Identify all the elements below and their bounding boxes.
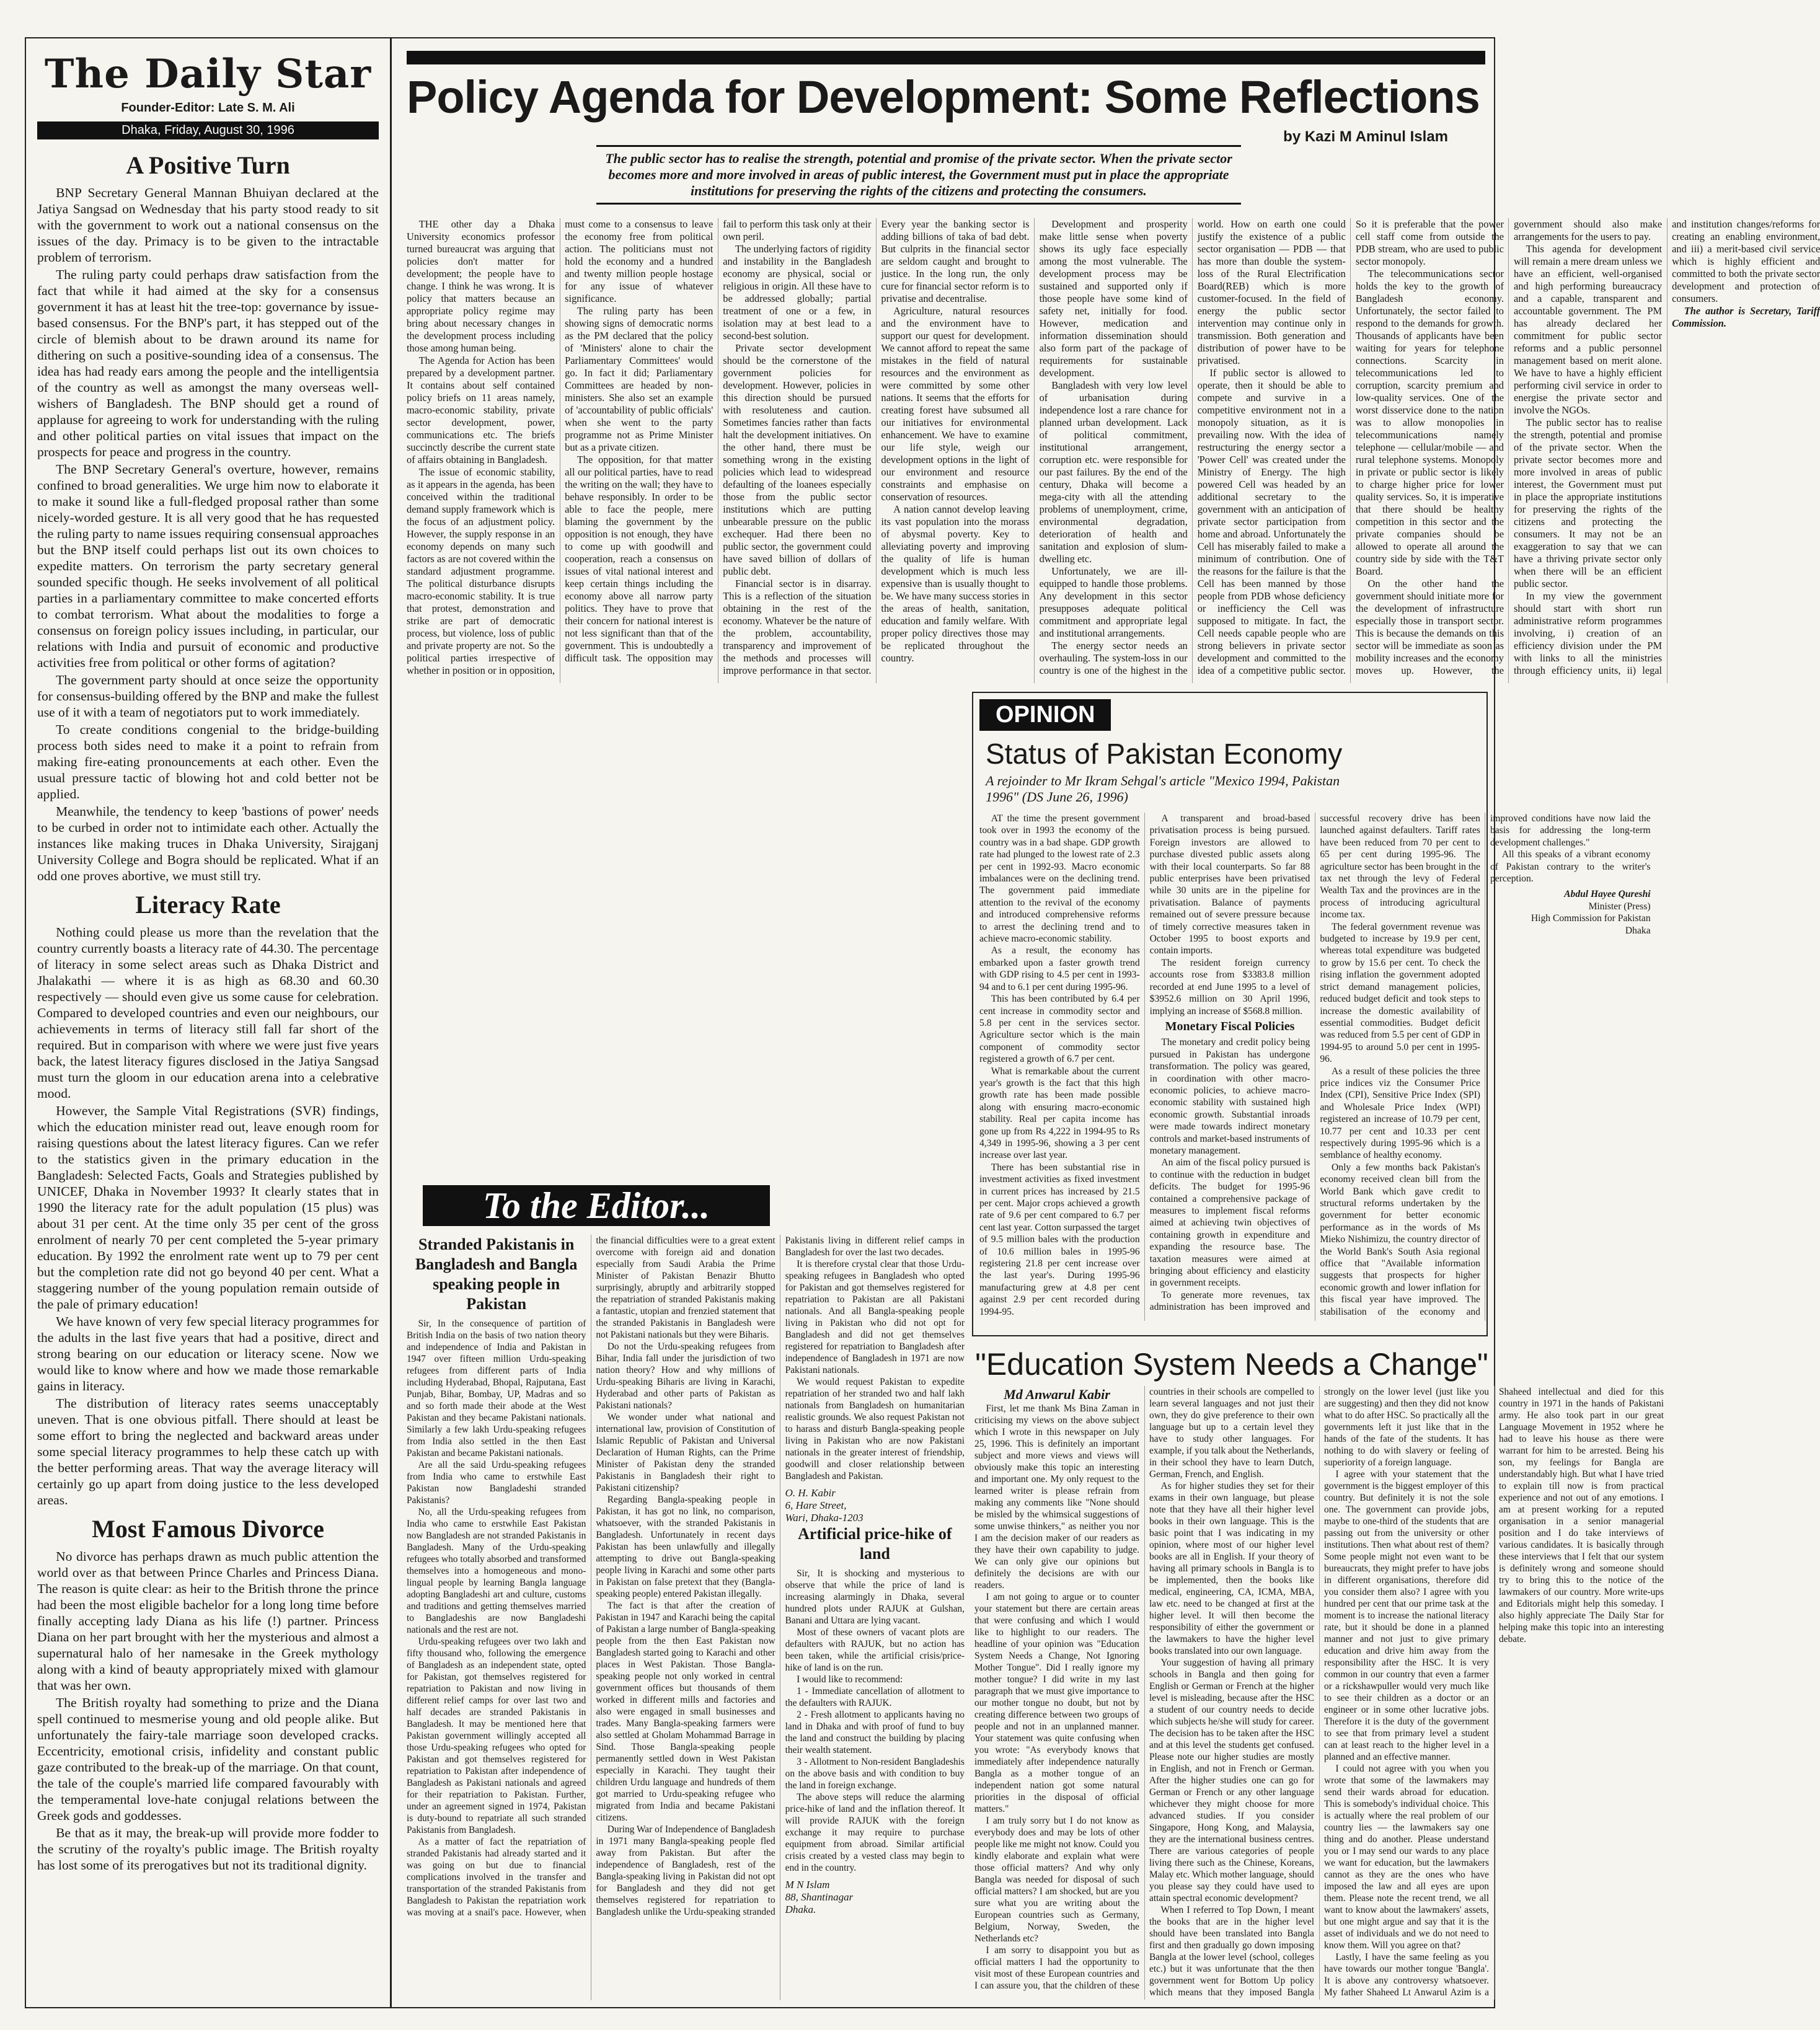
opinion-paragraph: An aim of the fiscal policy pursued is to continue with the reduction in budget deficits. The budget for 1995-96 contained a comprehensive package of measures to implement fiscal reforms aimed at achieving twin objectives of containing growth in expenditure and expanding the resource base. The taxation measures were aimed at bringing about efficiency and elasticity in government receipts.	[1149, 1157, 1310, 1289]
editorial-paragraph: We have known of very few special literacy programmes for the adults in the last five years that had a positive, direct and strong bearing on our education or literacy scene. Now we would like to know where and how we made those remarkable gains in literacy.	[37, 1314, 379, 1393]
feature-paragraph: The public sector has to realise the strength, potential and promise of the private sector. When the private sector becomes more and more involved in areas of public interest, the Government must put in place the appropriate institutions for preserving the rights of the citizens and protecting the consumers. It may not be an exaggeration to say that we can have a thriving private sector only when there will be an efficient public sector.	[1513, 417, 1663, 589]
editorial-paragraph: BNP Secretary General Mannan Bhuiyan declared at the Jatiya Sangsad on Wednesday that his party stood ready to sit with the government to work out a national consensus on the issues of the day. Primacy is to be given to the intractable problem of terrorism.	[37, 185, 379, 265]
education-paragraph: I could not agree with you when you wrote that some of the lawmakers may send their wards abroad for education. This is somebody's individual choice. This is actually where the real problem of our country lies — the lawmakers say one thing and do another. Please understand you or I may send our wards to any place we want for education, but the lawmakers cannot as they are the ones who have imposed the law and all eyes are upon them. Please note the recent trend, we all want to know about the lawmakers' assets, but one might argue and say that it is the asset of individuals and we do not need to know them. Will you agree on that?	[1324, 1763, 1489, 1951]
letter-paragraph: We would request Pakistan to expedite repatriation of her stranded two and half lakh nationals from Bangladesh on humanitarian realistic grounds. We also request Pakistan not to harass and disturb Bangla-speaking people living in Pakistan who are now Pakistani nationals in the greater interest of friendship, goodwill and closer relationship between Bangladesh and Pakistan.	[785, 1377, 965, 1481]
feature-paragraph: THE other day a Dhaka University economics professor turned bureaucrat was arguing that policies don't matter for development; the people have to change. I think he was wrong. It is policy that matters because an appropriate policy regime may bring about necessary changes in the development process including those among human being.	[407, 218, 555, 354]
editorials	[37, 151, 379, 1873]
letter-paragraph: We wonder under what national and international law, provision of Constitution of Islamic Republic of Pakistan and Universal Declaration of Human Rights, can the Prime Minister of Pakistan deny the stranded Pakistanis in Bangladesh their right to Pakistani citizenship?	[596, 1412, 775, 1493]
feature-headline: Policy Agenda for Development: Some Reflections	[407, 71, 1480, 123]
editorial-paragraph: However, the Sample Vital Registrations (SVR) findings, which the education minister read out, leave enough room for raising questions about the latest literacy figures. Can we refer to the statistics given in the primary education in the Bangladesh: Selected Facts, Goals and Strategies published by UNICEF, Dhaka in November 1993? It clearly states that in 1990 the literacy rate for the adult population (15 plus) was about 31 per cent. At the time only 35 per cent of the gross enrolment of nearly 70 per cent completed the 5-year primary education. By 1992 the enrolment rate went up to 79 per cent but the completion rate did not go beyond 40 per cent. What a staggering number of the young population remain outside of the pale of primary education!	[37, 1103, 379, 1312]
letter-paragraph: Sir, It is shocking and mysterious to observe that while the price of land is increasing alarmingly in Dhaka, several hundred plots under RAJUK at Gulshan, Banani and Uttara are lying vacant.	[785, 1568, 965, 1626]
opinion-subtitle: A rejoinder to Mr Ikram Sehgal's article "Mexico 1994, Pakistan 1996" (DS June 26, 1996)	[986, 773, 1340, 805]
education-paragraph: Lastly, I have the same feeling as you have towards our mother tongue 'Bangla'. It is above any controversy whatsoever. My father Shaheed Lt Anwarul Azim is a Shaheed intellectual and died for this country in 1971 in the hands of Pakistani army. He also took part in our great Language Movement in 1952 where he had to leave his house as there were warrant for him to be arrested. Being his son, my feelings for Bangla are understandably high. But what I have tried to explain till now is from practical experience and not out of any emotions. I am at present working for a reputed organisation in a senior managerial position and I do take interviews of various candidates. It is basically through these interviews that I felt that our system is definitely wrong and someone should try to bring this to the notice of the lawmakers of our country. More write-ups and Editorials might help this someday. I also highly appreciate The Daily Star for helping make this topic into an interesting debate.	[1324, 1387, 1664, 1998]
opinion-title: Status of Pakistan Economy	[986, 738, 1343, 770]
letter-paragraph: I would like to recommend:	[797, 1674, 903, 1685]
feature-paragraph: If public sector is allowed to operate, then it should be able to compete and survive in a competitive environment not in a monopoly situation, as it is prevailing now. With the idea of restructuring the energy sector a 'Power Cell' was created under the Ministry of Energy. The high powered Cell was headed by an additional secretary to the government with an anticipation of private sector participation from home and abroad. Unfortunately the Cell has miserably failed to make a minimum of contribution. One of the reasons for the failure is that the Cell has been manned by those people from PDB whose deficiency or inefficiency the Cell was supposed to mitigate. In fact, the Cell needs capable people who are strong believers in private sector development and committed to the idea of a competitive public sector. So it is preferable that the power cell staff come from outside the PDB stream, who are used to public sector monopoly.	[1197, 218, 1504, 676]
education-paragraph: I am truly sorry but I do not know as everybody does and may be lots of other people like me might not know. Could you kindly elaborate and explain what were those official matters? And why only Bangla was needed for disposal of such official matters? I am shocked, but are you sure what you are writing about the European countries such as Germany, Belgium, Norway, Sweden, the Netherlands etc?	[974, 1816, 1139, 1944]
feature-paragraph: The energy sector needs an overhauling. The system-loss in our country is one of the highest in the world. How on earth one could justify the existence of a public sector organisation — PDB — that has more than double the system-loss of the Rural Electrification Board(REB) which is more customer-focused. In the field of energy the public sector intervention may continue only in transmission. Both generation and distribution of power have to be privatised.	[1039, 218, 1346, 676]
feature-paragraph: Private sector development should be the cornerstone of the government policies for development. However, policies in this direction should be pursued with resoluteness and caution. Sometimes fancies rather than facts halt the development initiatives. On the other hand, there must be something wrong in the existing policies which lead to widespread defaulting of the loanees especially those from the public sector institutions which are putting unbearable pressure on the public exchequer. Had there been no public sector, the government could have saved billion of dollars of public debt.	[723, 342, 872, 577]
opinion-paragraph: As a result, the economy has embarked upon a faster growth trend with GDP rising to 4.5 per cent in 1993-94 and to 6.1 per cent during 1995-96.	[979, 945, 1140, 992]
letters-body	[407, 1235, 965, 2000]
feature-paragraph: The ruling party has been showing signs of democratic norms as the PM declared that the policy of 'Ministers' alone to chair the Parliamentary Committees' would go. In fact it did; Parliamentary Committees are headed by non-ministers. She also set an example of 'accountability of public officials' when she went to the party programme not as Prime Minister but as a private citizen.	[565, 305, 713, 453]
education-paragraph: Your suggestion of having all primary schools in Bangla and then going for English or German or French at the higher level is misleading, because after the HSC a student of our country needs to decide which subjects he/she will study for career. The decision has to be taken after the HSC and at this level the students get confused. Please note our higher studies are mostly in English, and not in French or German. After the higher studies one can go for German or French or any other language whichever they might choose for more advanced studies. If you consider Singapore, Hong Kong, and Malaysia, they are the international business centres. There are various categories of people living there such as the Chinese, Koreans, Malay etc. Which mother language, should you please say they could have used to attain spectral economic development?	[1149, 1657, 1314, 1904]
feature-byline: by Kazi M Aminul Islam	[1283, 128, 1448, 145]
letter-paragraph: During War of Independence of Bangladesh in 1971 many Bangla-speaking people fled away from Pakistan. But after the independence of Bangladesh, rest of the Bangla-speaking living in Pakistan did not opt for Bangladesh and they did not get themselves registered for repatriation to Bangladesh unlike the Urdu-speaking stranded Pakistanis living in different relief camps in Bangladesh for over the last two decades.	[596, 1235, 965, 1917]
feature-paragraph: The underlying factors of rigidity and instability in the Bangladesh economy are physical, social or religious in origin. All these have to be addressed globally; partial treatment of one or a few, in isolation may at best lead to a second-best solution.	[723, 243, 872, 342]
feature-paragraph: The opposition, for that matter all our political parties, have to read the writing on the wall; they have to behave responsibly. In order to be able to face the people, mere blaming the government by the opposition is not enough, they have to come up with goodwill and cooperation, reach a consensus on issues of vital national interest and keep certain things including the economy above all narrow party politics. They have to prove that their concern for national interest is not less significant than that of the government. This is undoubtedly a difficult task. The opposition may fail to perform this task only at their own peril.	[565, 218, 872, 664]
letter-paragraph: Do not the Urdu-speaking refugees from Bihar, India fall under the jurisdiction of two nation theory? How and why millions of Urdu-speaking Biharis are living in Karachi, Hyderabad and other parts of Pakistan as Pakistani nationals?	[596, 1341, 775, 1411]
letter-paragraph: The above steps will reduce the alarming price-hike of land and the inflation thereof. It will provide RAJUK with the foreign exchange it may require to purchase equipment from abroad. Similar artificial crisis created by a vested class may begin to end in the country.	[785, 1792, 965, 1873]
opinion-signoff-city: Dhaka	[1625, 925, 1651, 936]
editorial-column	[26, 38, 392, 2007]
editorial-paragraph: The BNP Secretary General's overture, however, remains confined to broad generalities. We urge him now to elaborate it to make it sound like a full-fledged proposal rather than some nicely-worded gesture. It is all very good that he has requested the ruling party to name issues requiring consensual approaches but the BNP itself could perhaps list out its own choices to expedite matters. On terrorism the party secretary general sounded specific though. He seeks involvement of all political parties in a parliamentary committee to make concerted efforts to combat terrorism. What about the modalities to forge a consensus on foreign policy issues including, in particular, our relations with India and pursuit of economic and productive activities free from political or other forms of agitation?	[37, 462, 379, 670]
editorial-paragraph: Nothing could please us more than the revelation that the country currently boasts a literacy rate of 44.30. The percentage of literacy in some select areas such as Dhaka District and Jhalakathi — where it is as high as 68.30 and 60.30 respectively — should even give us some cause for celebration. Compared to developed countries and even our neighbours, our achievements in terms of literacy still fall far short of the required. But in comparison with where we were just five years back, the latest literacy figures disclosed in the Jatiya Sangsad must turn the gloom in our education arena into a celebrative mood.	[37, 925, 379, 1101]
letter-paragraph: The fact is that after the creation of Pakistan in 1947 and Karachi being the capital of Pakistan a large number of Bangla-speaking people from the then East Pakistan now Bangladesh started going to Karachi and other places in West Pakistan. Those Bangla-speaking people not only worked in central government offices but thousands of them worked in different mills and factories and also were engaged in small businesses and trades. Many Bangla-speaking farmers were also settled at Gholam Mohammad Barrage in Sind. Those Bangla-speaking people permanently settled down in West Pakistan especially in Karachi. They taught their children Urdu language and hundreds of them got married to Urdu-speaking refugee who migrated from India and became Pakistani citizens.	[596, 1600, 775, 1823]
opinion-signoff-org: High Commission for Pakistan	[1531, 913, 1651, 924]
letter-paragraph: 1 - Immediate cancellation of allotment to the defaulters with RAJUK.	[785, 1686, 965, 1708]
letter-paragraph: Most of these owners of vacant plots are defaulters with RAJUK, but no action has been taken, while the artificial crisis/price-hike of land is on the run.	[785, 1627, 965, 1673]
feature-paragraph: Financial sector is in disarray. This is a reflection of the situation obtaining in the rest of the economy. Whatever be the nature of the problem, accountability, transparency and improvement of the methods and processes will improve performance in that sector. Every year the banking sector is adding billions of taka of bad debt. But culprits in the financial sector are seldom caught and brought to justice. In the long run, the only cure for financial sector reform is to privatise and decentralise.	[723, 218, 1030, 676]
letter-title: Stranded Pakistanis in Bangladesh and Bangla speaking people in Pakistan	[415, 1235, 578, 1313]
opinion-paragraph: A transparent and broad-based privatisation process is being pursued. Foreign investors are allowed to purchase divested public assets along with their local counterparts. So far 88 public enterprises have been privatised while 30 units are in the pipeline for privatisation. Balance of payments remained out of severe pressure because of timely corrective measures taken in October 1995 to boost exports and contain imports.	[1149, 813, 1310, 956]
letter-signature-line: Wari, Dhaka-1203	[785, 1512, 864, 1524]
feature-paragraph: Bangladesh with very low level of urbanisation during independence lost a rare chance for planned urban development. Lack of political commitment, institutional arrangement, corruption etc. were responsible for our past failures. By the end of the century, Dhaka will become a mega-city with all the attending problems of unemployment, crime, environmental degradation, deterioration of health and sanitation and explosion of slum-dwelling etc.	[1039, 379, 1188, 565]
dateline: Dhaka, Friday, August 30, 1996	[37, 121, 379, 139]
opinion-paragraph: As a result of these policies the three price indices viz the Consumer Price Index (CPI), Sensitive Price Index (SPI) and Wholesale Price Index (WPI) registered an increase of 10.79 per cent, 10.77 per cent and 10.33 per cent respectively during 1995-96 which is a semblance of healthy economy.	[1320, 1066, 1480, 1161]
editorial-paragraph: The ruling party could perhaps draw satisfaction from the fact that while it had aimed at the sky for a consensus government it has at least hit the tree-top: governance by issue-based consensus. For the BNP's part, it has stepped out of the circle of blemish about to be drawn around its name for dithering on such a positive-sounding idea of a consensus. The idea has had ready ears among the people and the intelligentsia of the country as well as amongst the many overseas well-wishers of Bangladesh. The BNP should get a round of applause for agreeing to work for understanding with the ruling and other political parties on vital issues that impact on the prospects for peace and progress in the country.	[37, 267, 379, 459]
feature-paragraph: A nation cannot develop leaving its vast population into the morass of abysmal poverty. Key to alleviating poverty and improving the quality of life is human development which is much less expensive than is usually thought to be. We have many success stories in the areas of health, sanitation, education and family welfare. With proper policy directives those may be replicated throughout the country.	[881, 503, 1030, 664]
founder-line: Founder-Editor: Late S. M. Ali	[121, 101, 295, 115]
opinion-signoff-title: Minister (Press)	[1588, 901, 1651, 912]
feature-paragraph: The telecommunications sector holds the key to the growth of Bangladesh economy. Unfortunately, the sector failed to respond to the demands for growth. Thousands of applicants have been waiting for years for telephone connections. Scarcity in telecommunications led to corruption, scarcity premium and low-quality services. One of the worst disservice done to the nation was to allow monopolies in telecommunications namely telephone — cellular/mobile — and rural telephone systems. Monopoly in private or public sector is likely to charge higher price for lower quality services. So, it is imperative that there should be healthy competition in this sector and the private companies should be allowed to operate all around the country side by side with the T&T Board.	[1355, 268, 1504, 577]
op-ed-area	[398, 38, 1820, 2007]
editorial-paragraph: The British royalty had something to prize and the Diana spell continued to mesmerise young and old people alike. But unfortunately the fairy-tale marriage soon developed cracks. Eccentricity, emotional crisis, infidelity and constant public gaze contributed to the break-up of the marriage. On that count, the tale of the couple's married life compared favourably with the temperamental love-hate conjugal relations between the Greek gods and goddesses.	[37, 1695, 379, 1823]
letter-paragraph: Urdu-speaking refugees over two lakh and fifty thousand who, following the emergence of Bangladesh as an independent state, opted for Pakistan, got themselves registered for repatriation to Pakistan and now living in different relief camps for over last two and half decades are stranded Pakistanis in Bangladesh. It may be mentioned here that Pakistan government willingly accepted all those Urdu-speaking refugees who opted for Pakistan and got themselves registered for repatriation to Pakistan after independence of Bangladesh as Pakistani nationals and agreed for their repatriation to Pakistan. Further, under an agreement signed in 1974, Pakistan is duty-bound to repatriate all such stranded Pakistanis from Bangladesh.	[407, 1636, 586, 1835]
feature-paragraph: The issue of economic stability, as it appears in the agenda, has been conceived within the traditional demand supply framework which is the focus of an adjustment policy. However, the supply response in an economy depends on many such factors as are not covered within the standard adjustment programme. The political disturbance disrupts macro-economic stability. It is true that protest, demonstration and strike are part of democratic process, but violence, loss of public and private property are not. So the political parties irrespective of whether in position or in opposition, must come to a consensus to leave the economy free from political action. The politicians must not hold the economy and a hundred and twenty million people hostage for any issue of whatever significance.	[407, 218, 713, 676]
feature-paragraph: The Agenda for Action has been prepared by a development partner. It contains about self contained policy briefs on 11 areas namely, macro-economic stability, private sector development, power, communications etc. The briefs succinctly describe the current state of affairs obtaining in Bangladesh.	[407, 355, 555, 466]
letter-paragraph: It is therefore crystal clear that those Urdu-speaking refugees in Bangladesh who opted for Pakistan and got themselves registered for repatriation to Pakistan are all Pakistani nationals. And all Bangla-speaking people living in Pakistan who did not opt for Bangladesh and did not get themselves registered for repatriation to Bangladesh after independence of Bangladesh in 1971 are now Pakistani nationals.	[785, 1259, 965, 1375]
opinion-box	[972, 692, 1651, 1336]
letter-signature	[785, 1879, 965, 1916]
opinion-paragraph: To generate more revenues, tax administration has been improved and successful recovery drive has been launched against defaulters. Tariff rates have been reduced from 70 per cent to 65 per cent during 1995-96. The agriculture sector has been brought in the tax net through the levy of Federal Wealth Tax and the provinces are in the process of introducing agricultural income tax.	[1149, 813, 1480, 1313]
feature-body	[407, 218, 1820, 683]
opinion-signoff-name: Abdul Hayee Qureshi	[1564, 889, 1651, 900]
opinion-body	[979, 813, 1651, 1321]
letter-signature-line: Dhaka.	[785, 1904, 816, 1915]
feature-paragraph: On the other hand the government should initiate more for the development of infrastructure especially those in transport sector. This is because the demands on this sector will be immediate as soon as mobility increases and the economy moves up. However, the government should also make arrangements for the users to pay.	[1355, 218, 1663, 676]
opinion-paragraph: What is remarkable about the current year's growth is the fact that this high growth rate has been made possible along with ensuring macro-economic stability. Real per capita income has gone up from Rs 4,222 in 1994-95 to Rs 4,349 in 1995-96, showing a 3 per cent increase over last year.	[979, 1066, 1140, 1161]
feature-deck: The public sector has to realise the strength, potential and promise of the private sector. When the private sector becomes more and more involved in areas of public interest, the Government must put in place the appropriate institutions for preserving the rights of the citizens and protecting the consumers.	[596, 145, 1241, 205]
masthead-title: The Daily Star	[44, 51, 372, 97]
letter-signature-line: 6, Hare Street,	[785, 1499, 847, 1511]
letter-paragraph: Regarding Bangla-speaking people in Pakistan, it has got no link, no comparison, whatsoever, with the stranded Pakistanis in Bangladesh. Unfortunately in recent days Pakistan has been unlawfully and illegally attempting to drive out Bangla-speaking people living in Karachi and some other parts in Pakistan on false pretext that they (Bangla-speaking people) entered Pakistan illegally.	[596, 1494, 775, 1599]
education-paragraph: First, let me thank Ms Bina Zaman in criticising my views on the above subject which I wrote in this newspaper on July 25, 1996. This is definitely an important subject and more views and views will obviously make this topic an interesting and important one. My only request to the learned writer is please refrain from making any comments like "None should be misled by the whimsical suggestions of some unwise thinkers," as neither you nor I am the decision maker of our readers as they have their own capability to judge. We can only give our opinions but definitely the decisions are with our readers.	[974, 1403, 1139, 1591]
education-paragraph: I agree with your statement that the government is the biggest employer of this country. But definitely it is not the sole one. The government can provide jobs, maybe to one-third of the students that are passing out from the university or other institutions. Then what about rest of them? Some people might not even want to be bureaucrats, they might prefer to have jobs in different organisations, therefore did you consider them also? I agree with you hundred per cent that our prime task at the moment is to increase the national literacy rate, but it should be done in a planned manner and not just to give primary education and drive him away from the responsibility after the HSC. It is very common in our country that even a farmer or a rickshawpuller would very much like to see their children as a doctor or an engineer or in some other lucrative jobs. Therefore it is the duty of the government to see that from primary level a student can at least reach to the higher level in a planned and an effective manner.	[1324, 1469, 1489, 1762]
opinion-paragraph: There has been substantial rise in investment activities as fixed investment in current prices has increased by 21.5 per cent. Major crops achieved a growth rate of 9.6 per cent compared to 6.7 per cent last year. Cotton surpassed the target of 9.5 million bales with the production of 10.6 million bales in 1995-96 registering 21.8 per cent increase over the last year's. During 1995-96 manufacturing grew at 4.8 per cent against 2.9 per cent recorded during 1994-95.	[979, 1162, 1140, 1317]
newspaper-page	[25, 37, 1820, 2008]
opinion-paragraph: This has been contributed by 6.4 per cent increase in commodity sector and 5.8 per cent in the services sector. Agriculture sector which is the main component of commodity sector registered a growth of 6.7 per cent.	[979, 994, 1140, 1065]
letter-signature-line: O. H. Kabir	[785, 1487, 836, 1499]
letters-banner: To the Editor...	[423, 1185, 770, 1226]
opinion-paragraph: The resident foreign currency accounts rose from $3383.8 million recorded at end June 1995 to a level of $3952.6 million on 30 April 1996, implying an increase of $568.8 million.	[1149, 957, 1310, 1017]
education-paragraph: I am not going to argue or to counter your statement but there are certain areas that were confusing and which I would like to highlight to our readers. The headline of your opinion was "Education System Needs a Change, Not Ignoring Mother Tongue". Did I really ignore my mother tongue? I did write in my last paragraph that we must give importance to our mother tongue no doubt, but not by creating difference between two groups of people and not in an unplanned manner. Your statement was quite confusing when you wrote: "As everybody knows that immediately after independence naturally Bangla as a mother tongue of an independent nation got some natural priorities in the disposal of official matters."	[974, 1592, 1139, 1814]
editorial-paragraph: Meanwhile, the tendency to keep 'bastions of power' needs to be curbed in order not to intimidate each other. Actually the instances like making truces in Dhaka University, Sirajganj University College and Bogra should be replicated. What if an odd one proves abortive, we must still try.	[37, 804, 379, 883]
letter-signature-line: 88, Shantinagar	[785, 1891, 854, 1903]
opinion-subhead: Monetary Fiscal Policies	[1165, 1019, 1295, 1033]
top-rule	[407, 51, 1485, 64]
opinion-paragraph: Only a few months back Pakistan's economy received clean bill from the World Bank which gave credit to structural reforms undertaken by the government for better economic performance as in the words of Ms Mieko Nishimizu, the country director of the World Bank's South Asia regional office that "Available information suggests that prospects for higher economic growth and lower inflation for this fiscal year have improved. The stabilisation of the economy and improved conditions have now laid the basis for addressing the long-term development challenges."	[1320, 813, 1651, 1317]
editorial-paragraph: Be that as it may, the break-up will provide more fodder to the scrutiny of the royalty's public image. The British royalty has lost some of its prerogatives but not its traditional dignity.	[37, 1825, 379, 1873]
editorial-paragraph: To create conditions congenial to the bridge-building process both sides need to make it a point to refrain from making fire-eating pronouncements at each other. Even the usual pressure tactic of blowing hot and cold better not be applied.	[37, 722, 379, 801]
editorial-title: Literacy Rate	[135, 891, 281, 919]
letter-signature	[785, 1487, 965, 1524]
opinion-paragraph: The monetary and credit policy being pursued in Pakistan has undergone transformation. The policy was geared, in coordination with other macro-economic policies, to achieve macro-economic stability with sustained high economic growth. Substantial inroads were made towards indirect monetary controls and market-based instruments of monetary management.	[1149, 1037, 1310, 1156]
letter-paragraph: Are all the said Urdu-speaking refugees from India who came to erstwhile East Pakistan now Bangladeshi stranded Pakistanis?	[407, 1460, 586, 1506]
editorial-text	[37, 1548, 379, 1873]
feature-paragraph: Unfortunately, we are ill-equipped to handle those problems. Any development in this sector presupposes adequate political commitment and appropriate legal and institutional arrangements.	[1039, 565, 1188, 639]
editorial-title: A Positive Turn	[126, 151, 290, 179]
editorial-paragraph: The distribution of literacy rates seems unacceptably uneven. That is one obvious pitfall. There should at least be some effort to bring the neglected and backward areas under some special literacy programmes to help these catch up with the better performing areas. That way the average literacy will certainly go up apart from doing justice to the less developed areas.	[37, 1396, 379, 1507]
education-author: Md Anwarul Kabir	[1004, 1387, 1110, 1402]
letter-paragraph: 3 - Allotment to Non-resident Bangladeshis on the above basis and with condition to buy the land in foreign exchange.	[785, 1757, 965, 1791]
feature-paragraph: Development and prosperity make little sense when poverty shows its ugly face especially among the most vulnerable. The development process may be sustained and supported only if those people have some kind of safety net, initially for food. However, medication and information dissemination should also form part of the package of requirements for sustainable development.	[1039, 218, 1188, 379]
feature-paragraph: In my view the government should start with short run administrative reform programmes involving, i) creation of an efficiency division under the PM with links to all the ministries through efficiency units, ii) legal and institution changes/reforms for creating an enabling environment, and iii) a merit-based civil service which is highly efficient and committed to both the private sector development and protection of consumers.	[1513, 218, 1820, 676]
education-title: "Education System Needs a Change"	[975, 1347, 1488, 1382]
feature-paragraph: This agenda for development will remain a mere dream unless we have an efficient, well-organised and high performing bureaucracy and a capable, transparent and accountable government. The PM has already declared her commitment for public sector reforms and a public personnel management based on merit alone. We have to have a highly efficient performing civil service in order to energise the private sector and involve the NGOs.	[1513, 243, 1663, 416]
editorial-text	[37, 924, 379, 1508]
opinion-paragraph: All this speaks of a vibrant economy of Pakistan contrary to the writer's perception.	[1490, 849, 1651, 885]
feature-paragraph: Agriculture, natural resources and the environment have to support our quest for development. We cannot afford to repeat the same mistakes in the field of natural resources and the environment as were committed by some other nations. It seems that the efforts for creating forest have subsumed all our initiatives for environmental enhancement. We have to examine our life style, weigh our development options in the light of our environment and resource constraints and emphasise on conservation of resources.	[881, 305, 1030, 503]
education-body	[974, 1386, 1664, 2000]
opinion-paragraph: The federal government revenue was budgeted to increase by 19.9 per cent, whereas total expenditure was budgeted to grow by 15.6 per cent. To check the rising inflation the government adopted strict demand management policies, reduced budget deficit and took steps to increase the domestic availability of essential commodities. Budget deficit was reduced from 5.5 per cent of GDP in 1994-95 to around 5.0 per cent in 1995-96.	[1320, 921, 1480, 1065]
letter-paragraph: Sir, In the consequence of partition of British India on the basis of two nation theory and independence of India and Pakistan in 1947 over fifteen million Urdu-speaking refugees from different parts of India including Hyderabad, Bhopal, Rajputana, East Punjab, Bihar, Bombay, UP, Madras and so and so forth made their abode at the West Pakistan and they became Pakistani nationals. Similarly a few lakh Urdu-speaking refugees from India also settled in the then East Pakistan and became Pakistani nationals.	[407, 1318, 586, 1459]
editorial-paragraph: No divorce has perhaps drawn as much public attention the world over as that between Prince Charles and Princess Diana. The reason is quite clear: as heir to the British throne the prince had been the most eligible bachelor for a long long time before finally accepting lady Diana as his life (!) partner. Princess Diana on her part brought with her the mysterious and almost a supernatural halo of her namesake in the Greek mythology along with a kind of beauty appropriately mixed with glamour that was her own.	[37, 1549, 379, 1693]
letter-paragraph: As a matter of fact the repatriation of stranded Pakistanis had already started and it was going on but due to financial complications involved in the transfer and transportation of the stranded Pakistanis from Bangladesh to Pakistan the repatriation work was moving at a snail's pace. However, when the financial difficulties were to a great extent overcome with foreign aid and donation especially from Saudi Arabia the Prime Minister of Pakistan Benazir Bhutto surprisingly, abruptly and arbitrarily stopped the repatriation of stranded Pakistanis making a fantastic, utopian and frenzied statement that the stranded Pakistanis in Bangladesh were not Pakistani nationals but they were Biharis.	[407, 1235, 775, 1918]
opinion-paragraph: AT the time the present government took over in 1993 the economy of the country was in a bad shape. GDP growth rate had plunged to the lowest rate of 2.3 per cent in 1992-93. Macro economic imbalances were on the declining trend. The government paid immediate attention to the revival of the economy and introduced comprehensive reforms to arrest the declining trend and to achieve macro-economic stability.	[979, 813, 1140, 945]
editorial-paragraph: The government party should at once seize the opportunity for consensus-building offered by the BNP and make the fullest use of it with a team of negotiators put to work immediately.	[37, 673, 379, 720]
education-paragraph: As for higher studies they set for their exams in their own language, but please note that they have all their higher level books in their own language. This is the basic point that I was indicating in my opinion, where most of our higher level books are all in English. If your theory of having all primary schools in Bangla is to be implemented, then the books like medical, engineering, CA, ICMA, MBA, law etc. need to be changed at first at the higher level. It will then become the responsibility of either the government or the lawmakers to have the higher level books translated into our own language.	[1149, 1481, 1314, 1656]
opinion-tag: OPINION	[979, 699, 1111, 731]
editorial-title: Most Famous Divorce	[92, 1515, 324, 1543]
education-paragraph: When I referred to Top Down, I meant the books that are in the higher level should have been translated into Bangla first and then gradually go down imposing Bangla at the lower level (school, colleges etc.) but it was unfortunate that the then government went for Bottom Up policy which means that they imposed Bangla strongly on the lower level (just like you are suggesting) and then they did not know what to do after HSC. So practically all the governments left it just like that in the hands of the fate of the students. It has nothing to do with slavery or feeling of superiority of a foreign language.	[1149, 1387, 1489, 1998]
letter-title: Artificial price-hike of land	[798, 1525, 952, 1563]
letter-paragraph: No, all the Urdu-speaking refugees from India who came to erstwhile East Pakistan now Bangladesh are not stranded Pakistanis in Bangladesh. Many of the Urdu-speaking refugees who totally absorbed and transformed themselves into a homogeneous and mono-lingual people by learning Bangla language adopting Bangladeshi art and culture, customs and traditions and getting themselves married to Bangladeshis are now Bangladeshi nationals and the rest are not.	[407, 1507, 586, 1635]
education-paragraph: I am sorry to disappoint you but as official matters I had the opportunity to visit most of these European countries and I can assure you, that the children of these countries in their schools are compelled to learn several languages and not just their own, they do give preference to their own language but up to a certain level they have to study other languages. For example, if you talk about the Netherlands, in their school they have to learn Dutch, German, French, and English.	[974, 1387, 1314, 1991]
editorial-text	[37, 185, 379, 884]
letter-signature-line: M N Islam	[785, 1879, 830, 1891]
letter-paragraph: 2 - Fresh allotment to applicants having no land in Dhaka and with proof of fund to buy the land and construct the building by placing their wealth statement.	[785, 1710, 965, 1755]
feature-author-note: The author is Secretary, Tariff Commission.	[1672, 305, 1820, 329]
education-article	[974, 1346, 1664, 2003]
